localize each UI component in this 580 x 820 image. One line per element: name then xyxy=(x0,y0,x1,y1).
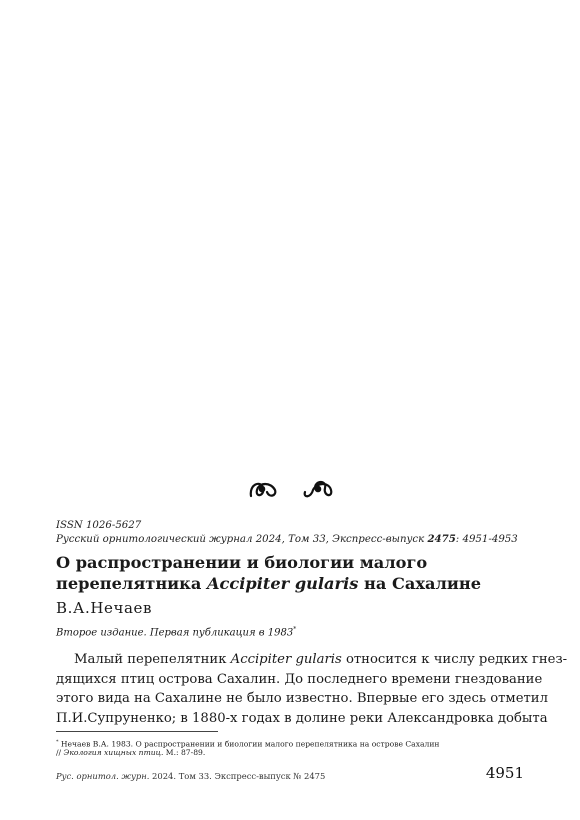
title-part-1: О распространении и биологии малого xyxy=(56,553,428,572)
footnote-line-2 xyxy=(56,747,205,758)
body-line: этого вида на Сахалине не было известно. Впервые его здесь отметил xyxy=(56,691,548,706)
fleuron-icon xyxy=(245,476,335,502)
decorative-ornament-icon xyxy=(0,476,580,508)
body-line: П.И.Супруненко; в 1880-х годах в долине реки Александровка добыта xyxy=(56,710,548,726)
footnote-pages: М.: 87-89. xyxy=(163,748,206,757)
journal-name: Русский орнитологический журнал 2024, Том 33, Экспресс-выпуск xyxy=(56,534,428,545)
edition-note xyxy=(56,626,296,638)
issue-info: 2024. Том 33. Экспресс-выпуск № 2475 xyxy=(149,771,326,781)
title-species: Accipiter gularis xyxy=(206,574,359,593)
footnote-divider xyxy=(56,731,218,732)
footnote-source: Экология хищных птиц. xyxy=(63,748,164,757)
title-part-3: на Сахалине xyxy=(358,574,482,593)
issue-number: 2475 xyxy=(427,533,456,545)
footnote-mark: * xyxy=(56,739,59,745)
footnote-marker: * xyxy=(293,626,297,633)
author-name: В.А.Нечаев xyxy=(56,599,153,617)
page-range: : 4951-4953 xyxy=(455,534,518,545)
title-part-2: перепелятника xyxy=(56,574,207,593)
edition-text: Второе издание. Первая публикация в 1983 xyxy=(56,627,294,639)
running-footer xyxy=(56,771,325,781)
body-text-run: относится к числу редких гнез- xyxy=(341,652,568,667)
footnote-slash: // xyxy=(56,748,64,757)
body-paragraph xyxy=(56,650,568,728)
body-line: дящихся птиц острова Сахалин. До последнего времени гнездование xyxy=(56,671,543,687)
journal-citation xyxy=(56,533,518,546)
issn-line xyxy=(56,520,141,532)
body-text-run: Малый перепелятник xyxy=(74,652,231,667)
body-line xyxy=(56,650,568,670)
body-species: Accipiter gularis xyxy=(230,652,342,667)
issn: ISSN 1026-5627 xyxy=(56,520,142,531)
page-number: 4951 xyxy=(485,764,524,782)
article-title xyxy=(56,552,526,594)
footnote-citation: Нечаев В.А. 1983. О распространении и биологии малого перепелятника на острове Сахалин xyxy=(58,739,440,749)
journal-abbrev: Рус. орнитол. журн. xyxy=(56,771,150,781)
